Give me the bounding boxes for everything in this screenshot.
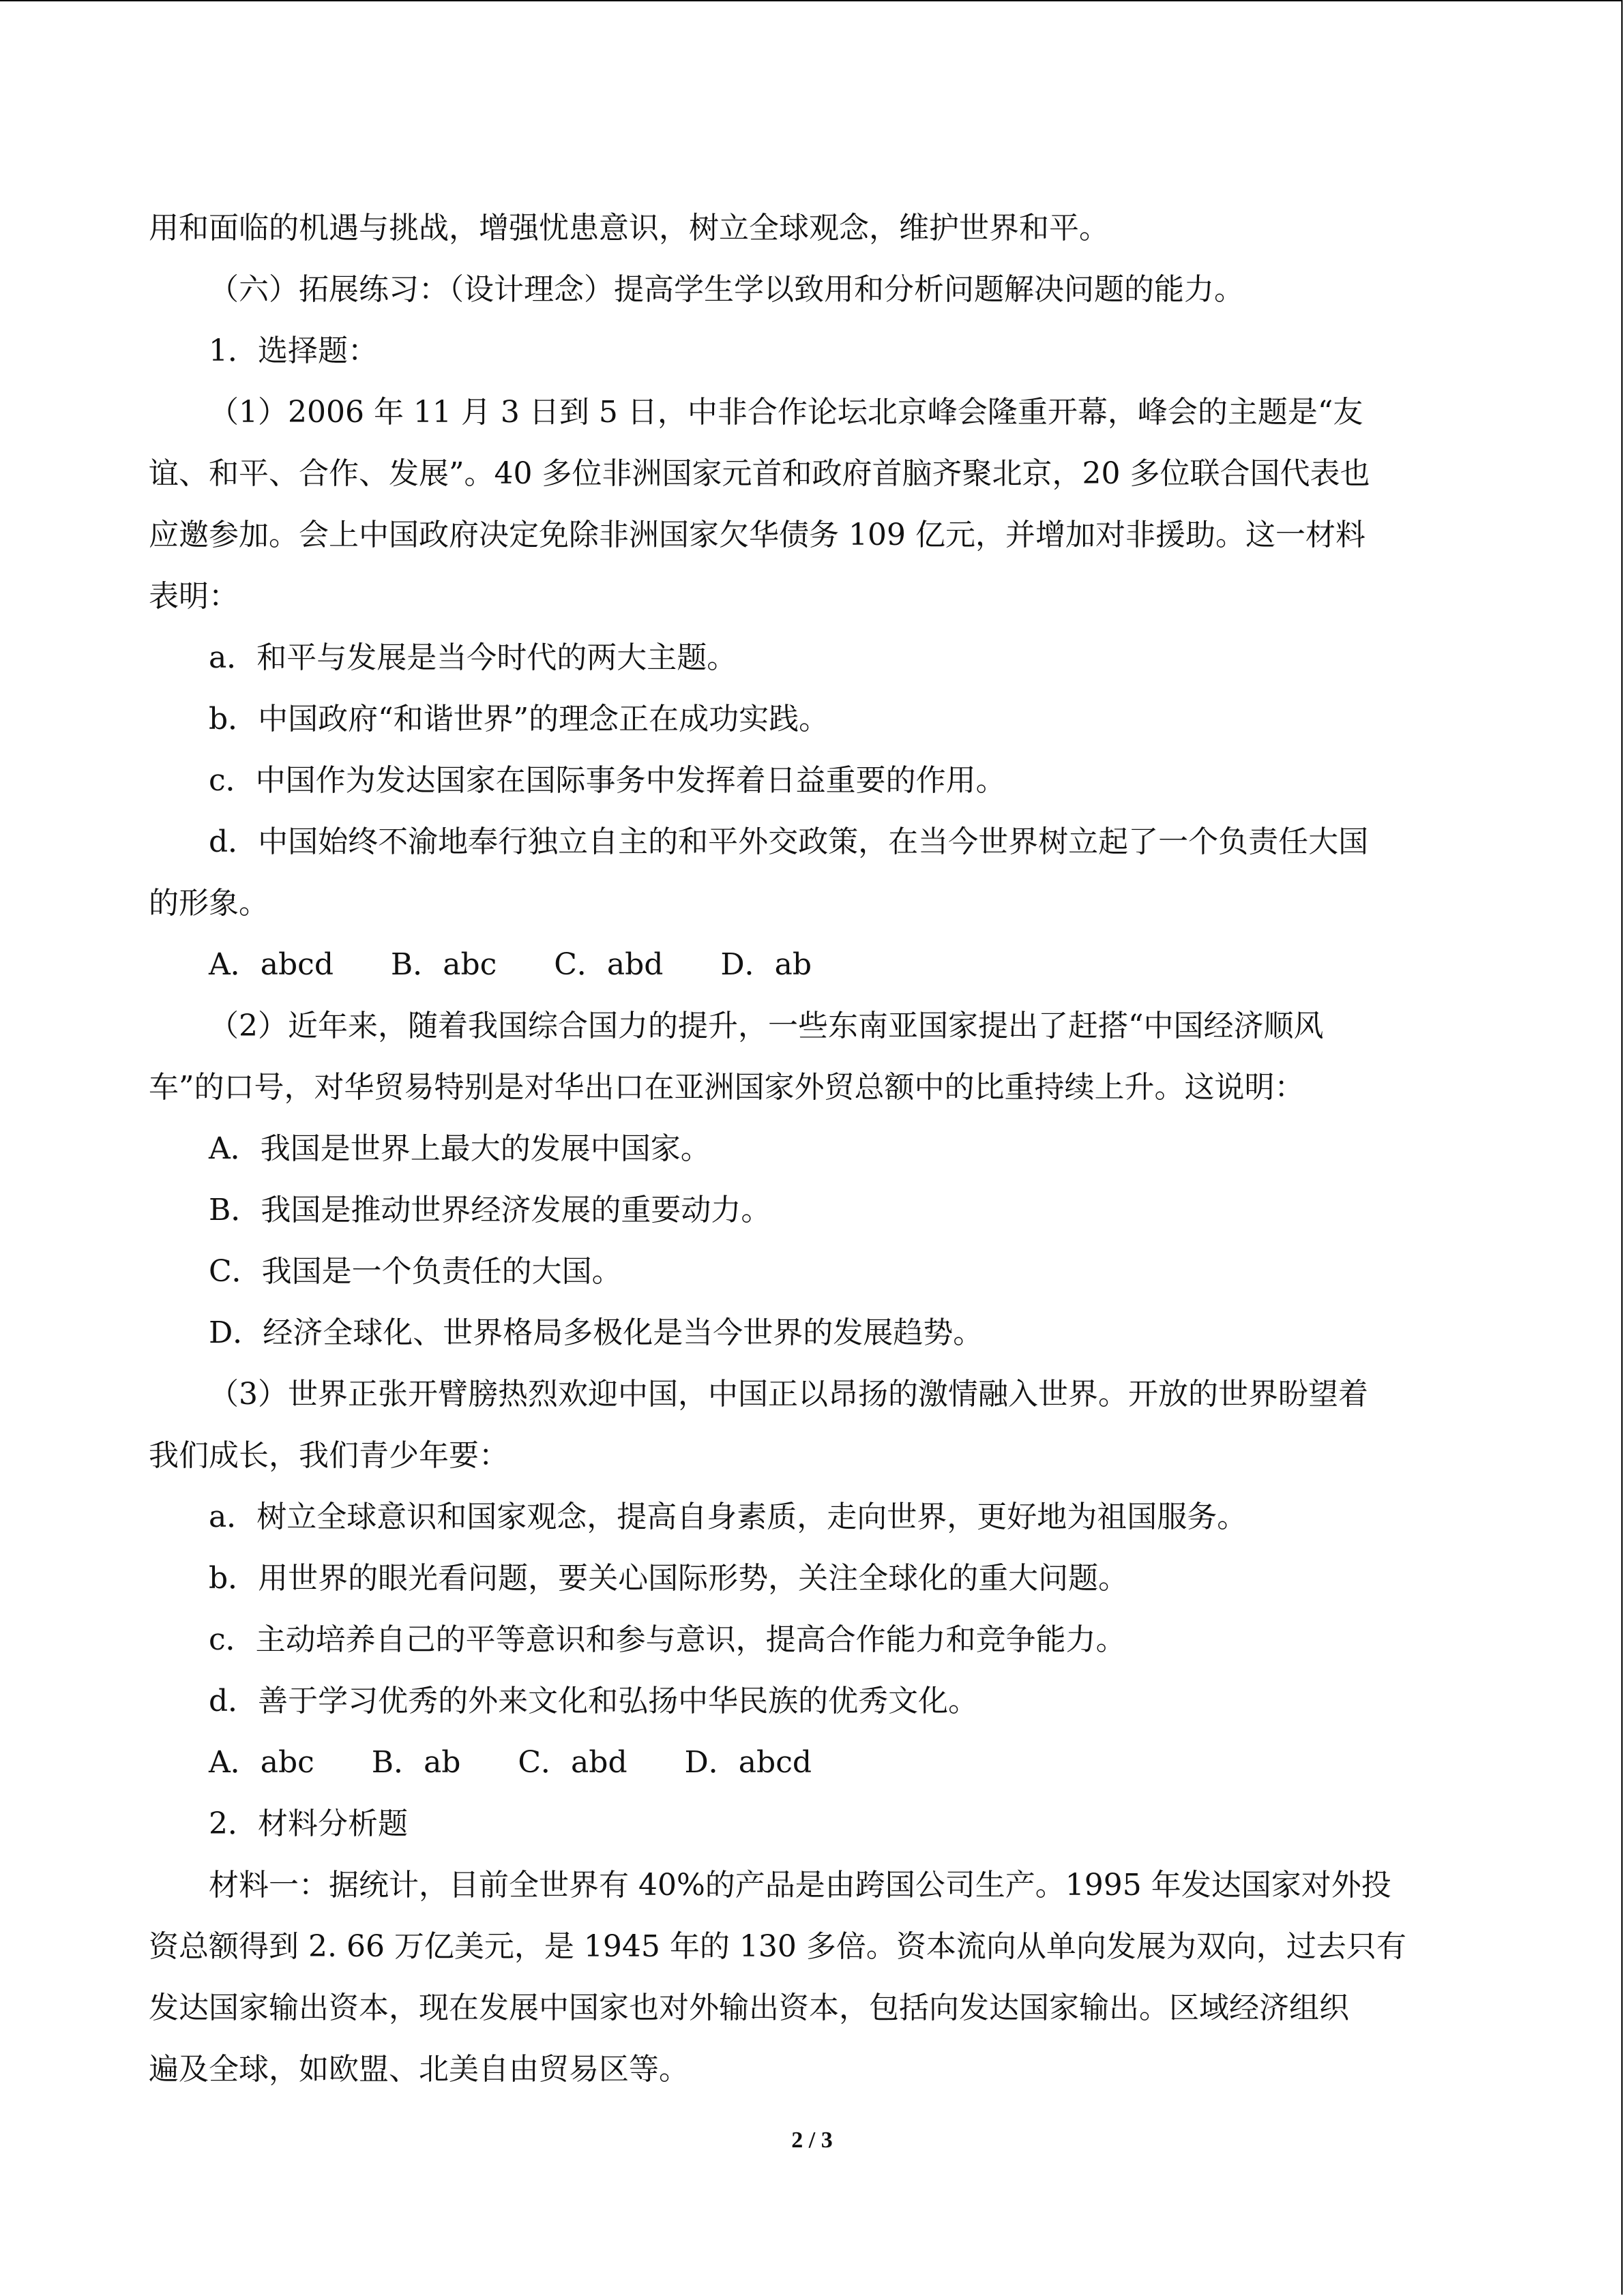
text-line: 我们成长，我们青少年要： [149,1438,509,1473]
text-line: c．中国作为发达国家在国际事务中发挥着日益重要的作用。 [209,763,1006,798]
text-line: d．中国始终不渝地奉行独立自主的和平外交政策，在当今世界树立起了一个负责任大国 [209,824,1369,859]
text-line: 遍及全球，如欧盟、北美自由贸易区等。 [149,2052,689,2087]
document-body [149,198,1475,2100]
text-line: 1．选择题： [209,333,378,368]
text-line: b．中国政府“和谐世界”的理念正在成功实践。 [209,702,829,736]
text-line: 资总额得到 2. 66 万亿美元，是 1945 年的 130 多倍。资本流向从单向发展为双向，过去只有 [149,1929,1406,1964]
text-line: c．主动培养自己的平等意识和参与意识，提高合作能力和竞争能力。 [209,1622,1126,1657]
text-line: （3）世界正张开臂膀热烈欢迎中国，中国正以昂扬的激情融入世界。开放的世界盼望着 [209,1377,1368,1412]
text-line: 应邀参加。会上中国政府决定免除非洲国家欠华债务 109 亿元，并增加对非援助。这一材料 [149,518,1365,552]
text-line: B．我国是推动世界经济发展的重要动力。 [209,1193,771,1227]
text-line: 材料一：据统计，目前全世界有 40%的产品是由跨国公司生产。1995 年发达国家对外投 [209,1868,1391,1903]
text-line: d．善于学习优秀的外来文化和弘扬中华民族的优秀文化。 [209,1684,979,1718]
text-line: （六）拓展练习：（设计理念）提高学生学以致用和分析问题解决问题的能力。 [209,272,1244,307]
text-line: 表明： [149,579,239,614]
text-line: D．经济全球化、世界格局多极化是当今世界的发展趋势。 [209,1315,984,1350]
text-line: a．树立全球意识和国家观念，提高自身素质，走向世界，更好地为祖国服务。 [209,1500,1247,1534]
text-line: （2）近年来，随着我国综合国力的提升，一些东南亚国家提出了赶搭“中国经济顺风 [209,1009,1324,1043]
text-line: 车”的口号，对华贸易特别是对华出口在亚洲国家外贸总额中的比重持续上升。这说明： [149,1070,1305,1105]
text-line: 2．材料分析题 [209,1806,408,1841]
text-line: 发达国家输出资本，现在发展中国家也对外输出资本，包括向发达国家输出。区域经济组织 [149,1991,1349,2025]
text-line: 用和面临的机遇与挑战，增强忧患意识，树立全球观念，维护世界和平。 [149,211,1109,245]
page-number: 2 / 3 [791,2128,833,2153]
text-line: A．我国是世界上最大的发展中国家。 [209,1131,711,1166]
text-line: b．用世界的眼光看问题，要关心国际形势，关注全球化的重大问题。 [209,1561,1129,1596]
answer-choices-line: A．abc B．ab C．abd D．abcd [209,1745,812,1780]
text-line: a．和平与发展是当今时代的两大主题。 [209,640,737,675]
text-line: （1）2006 年 11 月 3 日到 5 日，中非合作论坛北京峰会隆重开幕，峰会的主题是“友 [209,395,1363,430]
answer-choices-line: A．abcd B．abc C．abd D．ab [209,947,812,982]
text-line: C．我国是一个负责任的大国。 [209,1254,622,1289]
text-line: 的形象。 [149,886,269,921]
text-line: 谊、和平、合作、发展”。40 多位非洲国家元首和政府首脑齐聚北京，20 多位联合国代表也 [149,456,1370,491]
